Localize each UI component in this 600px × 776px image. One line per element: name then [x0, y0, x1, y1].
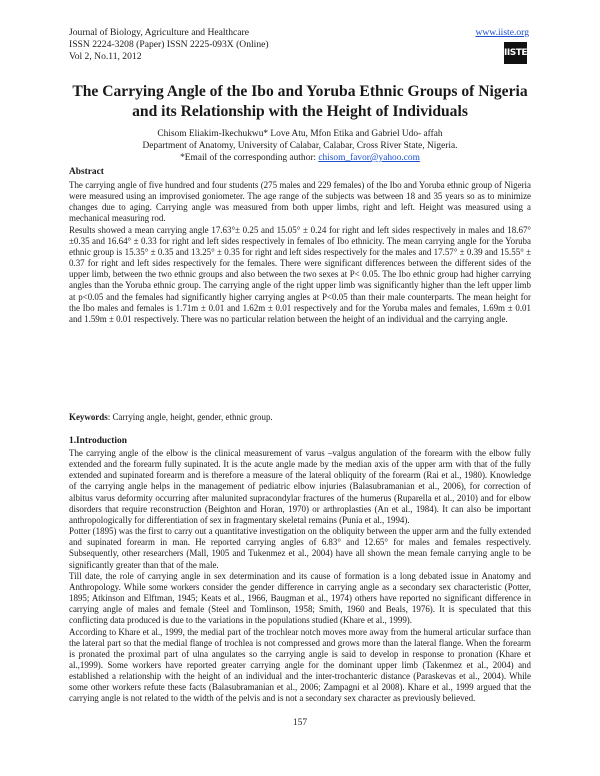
- author-email-link[interactable]: chisom_favor@yahoo.com: [318, 153, 420, 163]
- author-block: [60, 128, 540, 164]
- abstract-paragraph: Results showed a mean carrying angle 17.63°± 0.25 and 15.05° ± 0.24 for right and left sides respectively in males and 18.67° ±0.35 and 16.64° ± 0.33 for right and left sides respectively in females of Ibo ethnicity. The mean carrying angle for the Yoruba ethnic group is 15.35° ± 0.35 and 13.25° ± 0.35 for right and left sides respectively for the males and 17.57° ± 0.39 and 15.55° ± 0.37 for right and left sides respectively for the females. There were significant differences between the different sides of the upper limb, between the two ethnic groups and also between the two sexes at P< 0.05. The Ibo ethnic group had higher carrying angles than the Yoruba ethnic group. The carrying angle of the right upper limb was significantly higher than the left upper limb at p<0.05 and the females had significantly higher carrying angles at P<0.05 than their male counterparts. The mean height for the Ibo males and females is 1.71m ± 0.01 and 1.62m ± 0.01 respectively and for the Yoruba males and females, 1.69m ± 0.01 and 1.59m ± 0.01 respectively. There was no particular relation between the height of an individual and the carrying angle.: [69, 224, 531, 324]
- abstract-body: [69, 180, 531, 325]
- author-names: Chisom Eliakim-Ikechukwu* Love Atu, Mfon Etika and Gabriel Udo- affah: [157, 129, 443, 139]
- introduction-body: [69, 448, 531, 705]
- email-prefix: *Email of the corresponding author:: [180, 153, 319, 163]
- iiste-logo: IISTE: [504, 42, 527, 64]
- journal-issn: ISSN 2224-3208 (Paper) ISSN 2225-093X (Online): [69, 38, 269, 50]
- journal-header: [69, 27, 269, 62]
- intro-paragraph: The carrying angle of the elbow is the clinical measurement of varus –valgus angulation of the forearm with the elbow fully extended and the forearm fully supinated. It is the acute angle made by the median axis of the upper arm with that of the fully extended and supinated forearm and is therefore a measure of the lateral obliquity of the forearm (Rai et al., 1980). Knowledge of the carrying angle helps in the management of pediatric elbow injuries (Balasubramanian et al., 2006), for correction of albitus varus deformity occurring after malunited supracondylar fractures of the humerus (Ruparella et al., 2010) and for elbow disorders that require reconstruction (Beighton and Horan, 1970) or arthroplasties (An et al., 1984). It can also be important anthropologically for differentiation of sex in fragmentary skeletal remains (Punia et al., 1994).: [69, 448, 531, 525]
- paper-title: The Carrying Angle of the Ibo and Yoruba Ethnic Groups of Nigeria and its Relationship with the Height of Individuals: [72, 83, 528, 120]
- author-email-line: [60, 152, 540, 164]
- abstract-heading: Abstract: [69, 167, 104, 177]
- page-number: 157: [292, 718, 308, 728]
- keywords-label: Keywords: [69, 412, 108, 422]
- introduction-heading: 1.Introduction: [69, 436, 127, 446]
- keywords-line: [69, 412, 531, 423]
- keywords-text: : Carrying angle, height, gender, ethnic group.: [107, 412, 273, 422]
- journal-volume: Vol 2, No.11, 2012: [69, 50, 142, 62]
- website-link[interactable]: www.iiste.org: [475, 27, 529, 38]
- intro-paragraph: Potter (1895) was the first to carry out a quantitative investigation on the obliquity between the upper arm and the fully extended and supinated forearm in man. He reported carrying angles of 6.83° and 12.65° for males and females respectively. Subsequently, other researchers (Mall, 1905 and Tukenmez et al., 2004) have all shown the mean female carrying angle to be significantly greater than that of the male.: [69, 526, 531, 570]
- journal-name: Journal of Biology, Agriculture and Healthcare: [69, 27, 250, 38]
- intro-paragraph: Till date, the role of carrying angle in sex determination and its cause of formation is a long debated issue in Anatomy and Anthropology. While some workers consider the gender difference in carrying angle as a secondary sex characteristic (Potter, 1895; Atkinson and Elftman, 1945; Keats et al., 1966, Baugman et al., 1974) others have reported no significant difference in carrying angle of males and female (Steel and Tomlinson, 1958; Smith, 1960 and Beals, 1976). It is speculated that this conflicting data produced is due to the variations in the populations studied (Khare et al., 1999).: [69, 570, 531, 626]
- abstract-paragraph: The carrying angle of five hundred and four students (275 males and 229 females) of the Ibo and Yoruba ethnic group of Nigeria were measured using an improvised goniometer. The age range of the subjects was between 18 and 35 years so as to minimize changes due to aging. Carrying angle was measured from both upper limbs, right and left. Height was measured using a mechanical measuring rod.: [69, 180, 531, 224]
- intro-paragraph: According to Khare et al., 1999, the medial part of the trochlear notch moves more away from the humeral articular surface than the lateral part so that the medial flange of trochlea is not compressed and grows more than the lateral flange. When the forearm is pronated the proximal part of ulna angulates so the carrying angle is said to develop in response to pronation (Khare et al.,1999). Some workers have reported greater carrying angle for the dominant upper limb (Takenmez et al., 2004) and established a relationship with the height of an individual and the inter-trochanteric distance (Paraskevas et al., 2004). While some other workers refute these facts (Balasubramanian et al., 2006; Zampagni et al 2008). Khare et al., 1999 argued that the carrying angle is not related to the width of the pelvis and is not a secondary sex character as previously believed.: [69, 626, 531, 704]
- author-department: Department of Anatomy, University of Calabar, Calabar, Cross River State, Nigeria.: [142, 141, 458, 151]
